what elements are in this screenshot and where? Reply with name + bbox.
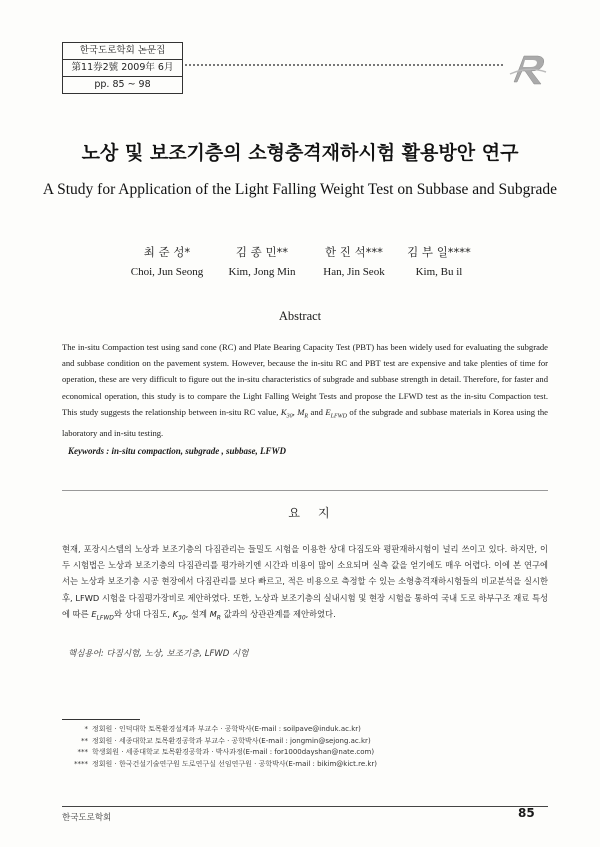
footnote-item <box>62 747 502 759</box>
footnotes <box>62 724 502 770</box>
author-name-ko: 김 종 민** <box>235 245 289 259</box>
dotted-rule <box>185 64 503 66</box>
footnote-mark: * <box>84 725 88 733</box>
keywords: Keywords : in-situ compaction, subgrade , subbase, LFWD <box>68 446 287 456</box>
mr-symbol: M <box>297 406 305 417</box>
footnote-item <box>62 724 502 736</box>
abstract-text-part: of the subgrade and subbase materials in Korea using the laboratory and in-situ testing. <box>62 406 548 438</box>
footnote-mark: **** <box>74 759 88 768</box>
elfwd-symbol: E <box>91 608 97 619</box>
author-name-ko: 김 부 일**** <box>407 245 471 259</box>
footnote-text: 정회원 · 한국건설기술연구원 도로연구실 선임연구원 · 공학박사(E-mail : bikim@kict.re.kr) <box>92 759 378 768</box>
section-divider <box>62 490 548 491</box>
author-name-ko: 한 진 석*** <box>325 245 383 259</box>
elfwd-subscript: LFWD <box>96 614 114 622</box>
abstract-text <box>62 339 548 441</box>
k30-symbol: K <box>172 608 179 619</box>
page-number: 85 <box>518 806 535 820</box>
k30-subscript: 30 <box>178 614 186 622</box>
mr-subscript: R <box>304 413 309 420</box>
author-1 <box>112 244 222 278</box>
abstract-text-part: and <box>308 406 326 417</box>
k30-subscript: 30 <box>286 413 293 420</box>
title-korean: 노상 및 보조기층의 소형충격재하시험 활용방안 연구 <box>81 142 519 164</box>
footnote-text: 정회원 · 세종대학교 토목환경공학과 부교수 · 공학박사(E-mail : jongmin@sejong.ac.kr) <box>92 736 371 745</box>
mr-subscript: R <box>216 614 221 622</box>
author-name-ko: 최 준 성* <box>143 245 191 259</box>
title-english: A Study for Application of the Light Falling Weight Test on Subbase and Subgrade <box>42 181 558 198</box>
journal-pages: pp. 85 ~ 98 <box>94 79 151 90</box>
footer-journal: 한국도로학회 <box>62 813 112 823</box>
summary-text-part: 와 상대 다짐도, <box>113 608 173 619</box>
footnote-item <box>62 736 502 748</box>
summary-text-part: , 설계 <box>185 608 210 619</box>
footnote-mark: *** <box>77 748 88 756</box>
summary-text-part: 현재, 포장시스템의 노상과 보조기층의 다짐관리는 들밀도 시험을 이용한 상대 다짐도와 평판재하시험이 널리 쓰이고 있다. 하지만, 이 두 시험법은 노상과 보조기층의 다짐관리를 평가하기엔 시간과 비용이 많이 소요되며 실측 값을 얻기에도 매우 어렵다. 이에 본 연구에서는 노상과 보조기층 시공 현장에서 다짐관리를 보다 빠르고, 적은 비용으로 측정할 수 있는 소형충격재하시험들의 비교분석을 실시한 후, LFWD 시험을 다짐평가장비로 제안하였다. 또한, 노상과 보조기층의 실내시험 및 현장 시험을 통하여 국내 도로 하부구조 재료 특성에 따른 <box>62 544 548 619</box>
abstract-text-part: The in-situ Compaction test using sand cone (RC) and Plate Bearing Capacity Test (PBT) has been widely used for evaluating the subgrade and subbase condition on the pavement system. However, because the in-situ RC and PBT test are expensive and take plenties of time for operation, these are very difficult to figure out the in-situ characteristics of subgrade and subbase strength in detail. Therefore, for faster and economical operation, this study is to compare the Light Falling Weight Tests and propose the LFWD test as the in-situ Compaction test. This study suggests the relationship between in-situ RC value, <box>62 342 548 417</box>
author-name-en: Han, Jin Seok <box>323 266 385 278</box>
author-name-en: Choi, Jun Seong <box>130 266 204 278</box>
footnote-text: 학생회원 · 세종대학교 토목환경공학과 · 박사과정(E-mail : for1000dayshan@nate.com) <box>92 748 375 756</box>
author-name-en: Kim, Bu il <box>415 266 463 278</box>
footnote-text: 정회원 · 인덕대학 토목환경설계과 부교수 · 공학박사(E-mail : soilpave@induk.ac.kr) <box>92 725 361 733</box>
keywords-korean: 핵심용어: 다짐시험, 노상, 보조기층, LFWD 시험 <box>68 649 249 659</box>
footer-rule <box>62 806 548 807</box>
elfwd-symbol: E <box>325 406 331 417</box>
abstract-heading: Abstract <box>278 309 322 323</box>
mr-symbol: M <box>209 608 217 619</box>
elfwd-subscript: LFWD <box>330 413 347 420</box>
footnote-item <box>62 759 502 771</box>
summary-text <box>62 541 548 627</box>
author-4 <box>384 244 494 278</box>
footnote-mark: ** <box>81 736 88 745</box>
k30-symbol: K <box>280 406 287 417</box>
author-name-en: Kim, Jong Min <box>228 266 296 278</box>
abstract-text-part: , <box>292 406 298 417</box>
summary-heading: 요지 <box>288 506 348 520</box>
journal-volume: 第11券2號 2009年 6月 <box>63 60 182 77</box>
journal-name: 한국도로학회 논문집 <box>63 43 182 60</box>
journal-logo-icon <box>508 52 548 88</box>
footnote-rule <box>62 719 140 720</box>
summary-text-part: 값과의 상관관계를 제안하였다. <box>220 608 336 619</box>
journal-info-box <box>62 42 183 94</box>
